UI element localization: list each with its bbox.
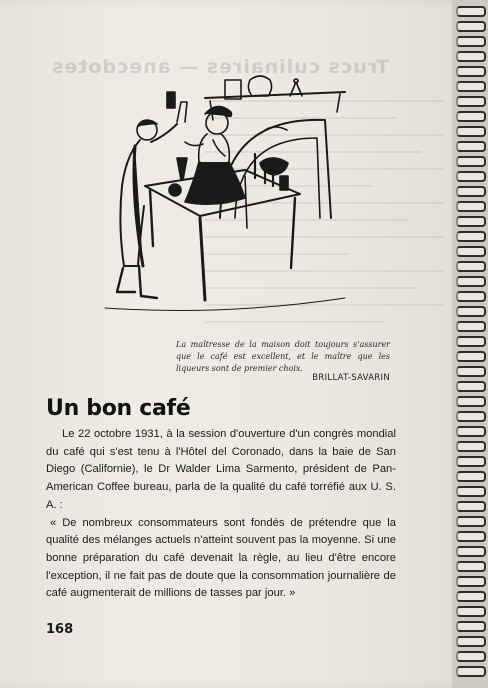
spiral-coil	[456, 456, 486, 467]
spiral-coil	[456, 351, 486, 362]
spiral-coil	[456, 291, 486, 302]
spiral-coil	[456, 621, 486, 632]
bleed-through-text: Trucs culinaires — anecdotes	[51, 56, 389, 78]
spiral-coil	[456, 531, 486, 542]
article-paragraph: Le 22 octobre 1931, à la session d'ouverture d'un congrès mondial du café qui s'est tenu à l'Hôtel del Coronado, dans la baie de San Diego (Californie), le Dr Walder Lima Sarmento, président de Pan-American Coffee bureau, parla de la qualité du café torréfié aux U. S. A. :	[46, 428, 396, 511]
spiral-coil	[456, 546, 486, 557]
spiral-coil	[456, 501, 486, 512]
spiral-coil	[456, 516, 486, 527]
illustration-couple-serving-coffee	[95, 68, 355, 330]
spiral-coil	[456, 396, 486, 407]
spiral-coil	[456, 306, 486, 317]
spiral-coil	[456, 471, 486, 482]
illustration-caption: La maîtresse de la maison doit toujours s'assurer que le café est excellent, et le maître que les liqueurs sont de premier choix.	[176, 340, 390, 373]
spiral-coil	[456, 666, 486, 677]
article-quote: « De nombreux consommateurs sont fondés de prétendre que la qualité des mélanges actuels n'atteint souvent pas la moyenne. Si une bonne préparation du café devenait la règle, au lieu d'être encore l'exception, il ne fait pas de doute que la consommation journalière de café augmenterait de millions de tasses par jour. »	[46, 516, 396, 600]
spiral-coil	[456, 606, 486, 617]
spiral-coil	[456, 66, 486, 77]
spiral-coil	[456, 246, 486, 257]
spiral-coil	[456, 96, 486, 107]
spiral-coil	[456, 51, 486, 62]
spiral-coil	[456, 651, 486, 662]
spiral-coil	[456, 126, 486, 137]
spiral-coil	[456, 21, 486, 32]
spiral-coil	[456, 366, 486, 377]
article-body	[46, 426, 396, 603]
spiral-coil	[456, 201, 486, 212]
spiral-coil	[456, 216, 486, 227]
spiral-coil	[456, 411, 486, 422]
spiral-coil	[456, 561, 486, 572]
spiral-coil	[456, 426, 486, 437]
spiral-coil	[456, 171, 486, 182]
spiral-coil	[456, 6, 486, 17]
spiral-coil	[456, 591, 486, 602]
spiral-coil	[456, 111, 486, 122]
spiral-coil	[456, 231, 486, 242]
spiral-binding	[452, 0, 488, 688]
spiral-coil	[456, 36, 486, 47]
page-number: 168	[46, 622, 74, 637]
spiral-coil	[456, 441, 486, 452]
spiral-coil	[456, 636, 486, 647]
spiral-coil	[456, 156, 486, 167]
spiral-coil	[456, 576, 486, 587]
spiral-coil	[456, 321, 486, 332]
caption-author: BRILLAT-SAVARIN	[312, 373, 390, 383]
spiral-coil	[456, 486, 486, 497]
spiral-coil	[456, 186, 486, 197]
article-title: Un bon café	[46, 396, 191, 421]
spiral-coil	[456, 336, 486, 347]
spiral-coil	[456, 81, 486, 92]
spiral-coil	[456, 141, 486, 152]
spiral-coil	[456, 261, 486, 272]
spiral-coil	[456, 276, 486, 287]
spiral-coil	[456, 381, 486, 392]
